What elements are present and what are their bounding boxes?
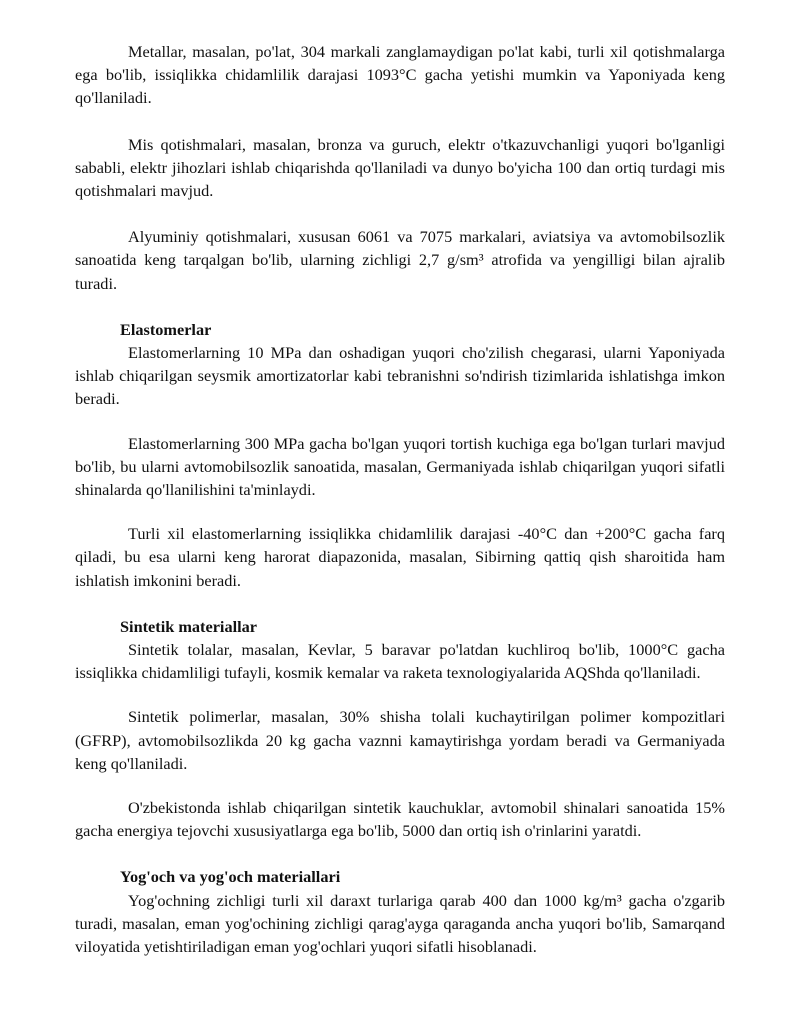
paragraph-synthetic-rubber: O'zbekistonda ishlab chiqarilgan sintetik kauchuklar, avtomobil shinalari sanoatida 15% gacha energiya tejovchi xususiyatlarga ega bo'lib, 5000 dan ortiq ish o'rinlarini yaratdi. bbox=[75, 798, 725, 841]
paragraph-synthetic-fibers: Sintetik tolalar, masalan, Kevlar, 5 baravar po'latdan kuchliroq bo'lib, 1000°C gacha issiqlikka chidamliligi tufayli, kosmik kemalar va raketa texnologiyalarida AQShda qo'llaniladi. bbox=[75, 640, 725, 683]
paragraph-elastomer-tensile: Elastomerlarning 300 MPa gacha bo'lgan yuqori tortish kuchiga ega bo'lgan turlari mavjud bo'lib, bu ularni avtomobilsozlik sanoatida, masalan, Germaniyada ishlab chiqarilgan yuqori sifatli shinalarda qo'llanilishini ta'minlaydi. bbox=[75, 433, 725, 500]
paragraph-copper: Mis qotishmalari, masalan, bronza va guruch, elektr o'tkazuvchanligi yuqori bo'lganligi sababli, elektr jihozlari ishlab chiqarishda qo'llaniladi va dunyo bo'yicha 100 dan ortiq turdagi mis qotishmalari mavjud. bbox=[75, 134, 725, 201]
heading-synthetic: Sintetik materiallar bbox=[120, 616, 258, 636]
paragraph-wood-density: Yog'ochning zichligi turli xil daraxt turlariga qarab 400 dan 1000 kg/m³ gacha o'zgarib turadi, masalan, eman yog'ochining zichligi qarag'ayga qaraganda ancha yuqori bo'lib, Samarqand viloyatida yetishtiriladigan eman yog'ochlari yuqori sifatli hisoblanadi. bbox=[75, 890, 725, 957]
document-page bbox=[75, 40, 725, 958]
paragraph-steel: Metallar, masalan, po'lat, 304 markali zanglamaydigan po'lat kabi, turli xil qotishmalarga ega bo'lib, issiqlikka chidamlilik darajasi 1093°C gacha yetishi mumkin va Yaponiyada keng qo'llaniladi. bbox=[75, 42, 725, 108]
paragraph-elastomer-stretch: Elastomerlarning 10 MPa dan oshadigan yuqori cho'zilish chegarasi, ularni Yaponiyada ishlab chiqarilgan seysmik amortizatorlar kabi tebranishni so'ndirish tizimlarida ishlatishga imkon beradi. bbox=[75, 343, 725, 409]
heading-wood: Yog'och va yog'och materiallari bbox=[120, 867, 341, 887]
paragraph-aluminum: Alyuminiy qotishmalari, xususan 6061 va 7075 markalari, aviatsiya va avtomobilsozlik sanoatida keng tarqalgan bo'lib, ularning zichligi 2,7 g/sm³ atrofida va yengilligi bilan ajralib turadi. bbox=[75, 227, 725, 293]
heading-elastomers: Elastomerlar bbox=[120, 319, 212, 339]
paragraph-elastomer-heat: Turli xil elastomerlarning issiqlikka chidamlilik darajasi -40°C dan +200°C gacha farq qiladi, bu esa ularni keng harorat diapazonida, masalan, Sibirning qattiq qish sharoitida ham ishlatish imkonini beradi. bbox=[75, 524, 725, 590]
paragraph-synthetic-polymers: Sintetik polimerlar, masalan, 30% shisha tolali kuchaytirilgan polimer kompozitlari (GFRP), avtomobilsozlikda 20 kg gacha vaznni kamaytirishga yordam beradi va Germaniyada keng qo'llaniladi. bbox=[75, 707, 725, 773]
